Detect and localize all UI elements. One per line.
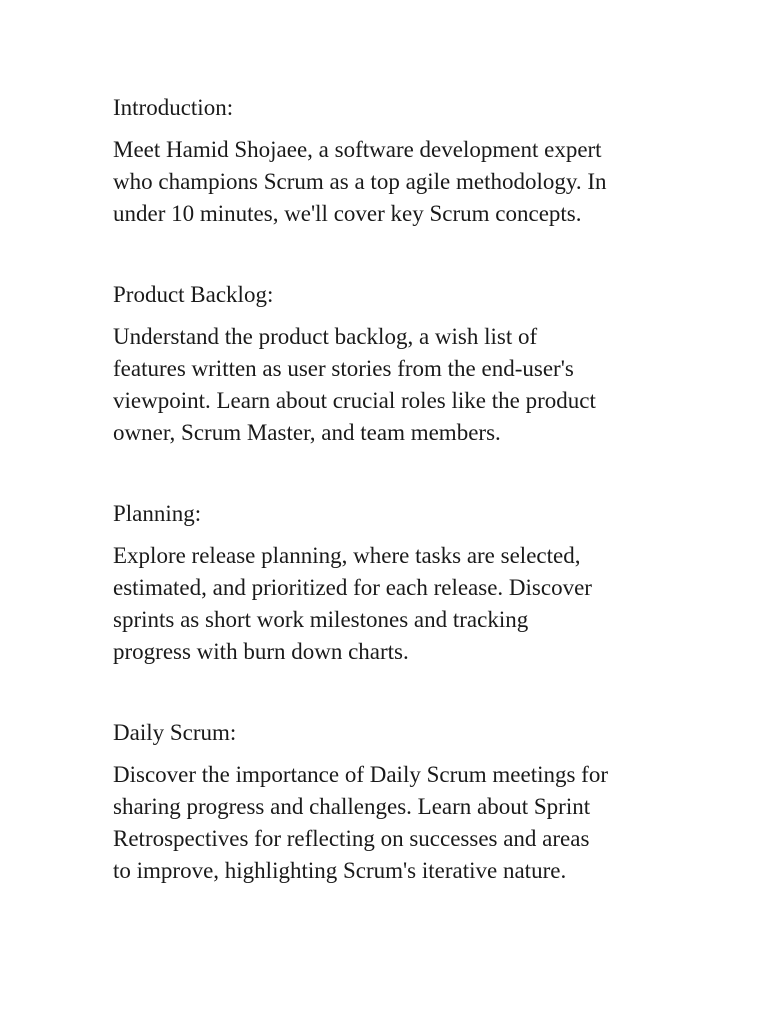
section-heading: Introduction: — [113, 95, 234, 120]
section-heading: Product Backlog: — [113, 282, 274, 307]
body-line: Discover the importance of Daily Scrum meetings for — [113, 762, 608, 787]
section-body — [113, 321, 673, 449]
body-line: Explore release planning, where tasks are selected, — [113, 543, 581, 568]
section-product-backlog — [113, 279, 673, 449]
section-spacer — [113, 449, 673, 498]
section-body — [113, 759, 673, 887]
body-line: sprints as short work milestones and tracking — [113, 607, 529, 632]
section-body — [113, 134, 673, 230]
body-line: Retrospectives for reflecting on successes and areas — [113, 826, 590, 851]
body-line: owner, Scrum Master, and team members. — [113, 420, 501, 445]
body-line: features written as user stories from the end-user's — [113, 356, 574, 381]
section-introduction — [113, 92, 673, 230]
section-heading: Planning: — [113, 501, 202, 526]
section-spacer — [113, 668, 673, 717]
body-line: progress with burn down charts. — [113, 639, 409, 664]
document-page — [113, 92, 673, 887]
body-line: viewpoint. Learn about crucial roles like the product — [113, 388, 596, 413]
body-line: sharing progress and challenges. Learn about Sprint — [113, 794, 591, 819]
section-spacer — [113, 230, 673, 279]
body-line: Understand the product backlog, a wish list of — [113, 324, 538, 349]
section-planning — [113, 498, 673, 668]
body-line: estimated, and prioritized for each release. Discover — [113, 575, 592, 600]
body-line: under 10 minutes, we'll cover key Scrum concepts. — [113, 201, 582, 226]
section-daily-scrum — [113, 717, 673, 887]
section-heading: Daily Scrum: — [113, 720, 237, 745]
section-body — [113, 540, 673, 668]
body-line: Meet Hamid Shojaee, a software development expert — [113, 137, 602, 162]
body-line: who champions Scrum as a top agile methodology. In — [113, 169, 607, 194]
body-line: to improve, highlighting Scrum's iterative nature. — [113, 858, 567, 883]
